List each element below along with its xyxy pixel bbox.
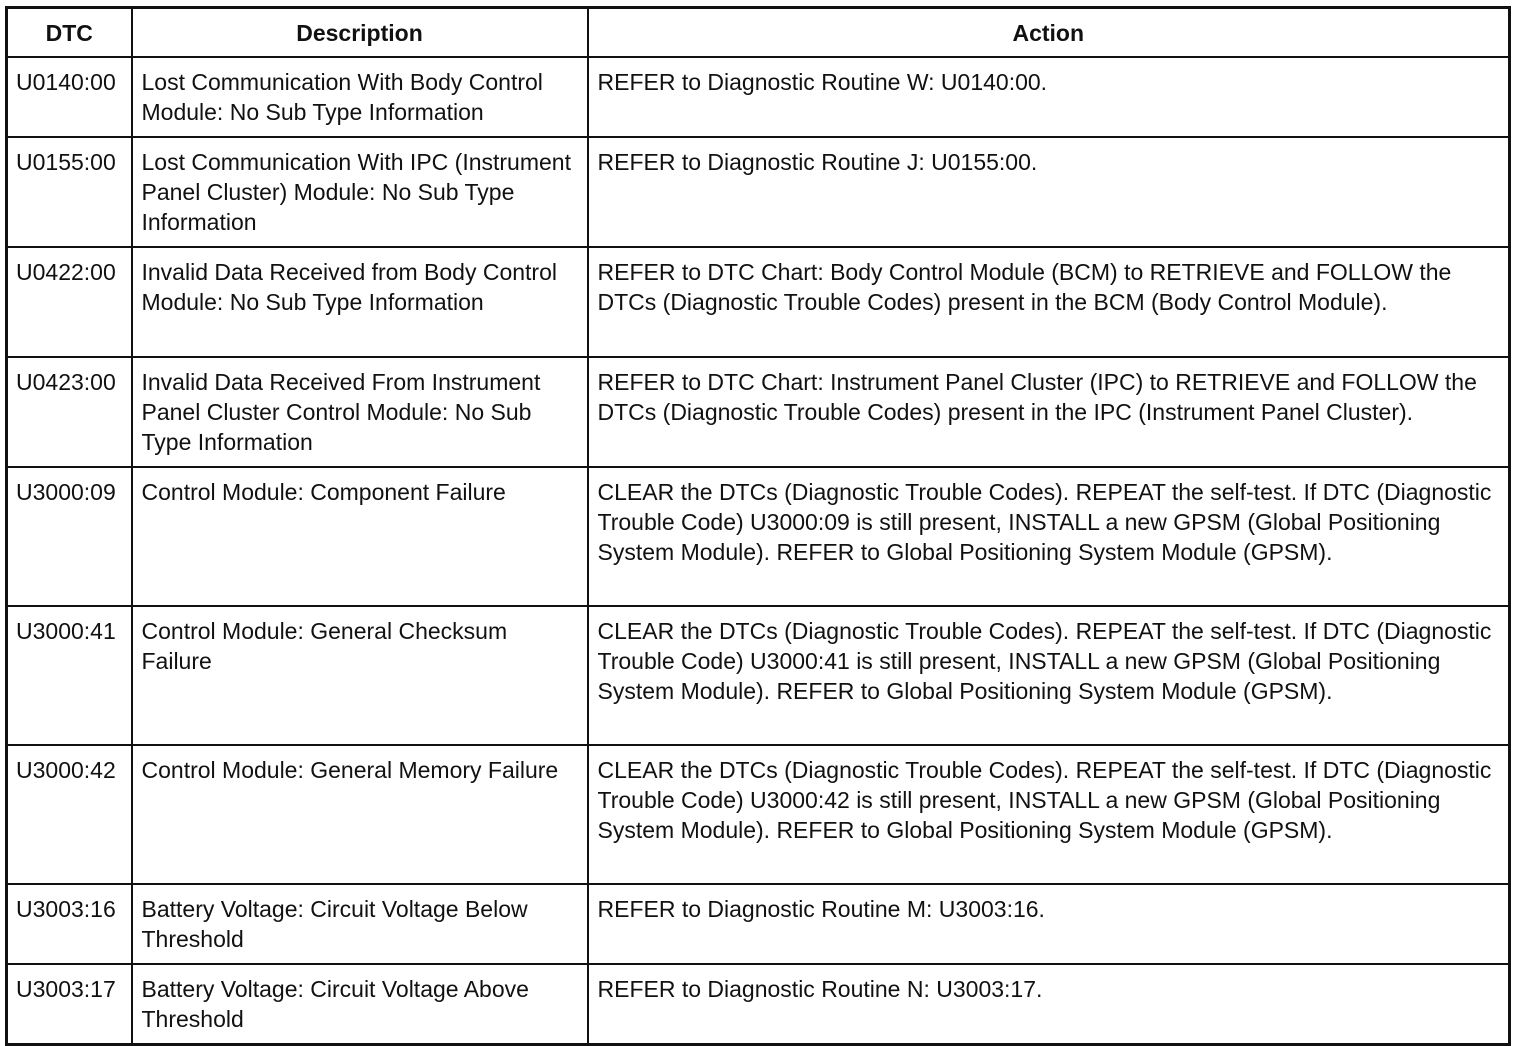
dtc-description: Battery Voltage: Circuit Voltage Above Threshold: [132, 964, 588, 1045]
dtc-code: U0423:00: [7, 357, 132, 467]
dtc-code: U0140:00: [7, 57, 132, 137]
dtc-action: CLEAR the DTCs (Diagnostic Trouble Codes). REPEAT the self-test. If DTC (Diagnostic Trouble Code) U3000:42 is still present, INSTALL a new GPSM (Global Positioning System Module). REFER to Global Positioning System Module (GPSM).: [588, 745, 1510, 884]
dtc-action: REFER to Diagnostic Routine N: U3003:17.: [588, 964, 1510, 1045]
header-row: [7, 8, 1510, 58]
dtc-action: CLEAR the DTCs (Diagnostic Trouble Codes). REPEAT the self-test. If DTC (Diagnostic Trouble Code) U3000:09 is still present, INSTALL a new GPSM (Global Positioning System Module). REFER to Global Positioning System Module (GPSM).: [588, 467, 1510, 606]
dtc-action: REFER to DTC Chart: Body Control Module (BCM) to RETRIEVE and FOLLOW the DTCs (Diagnostic Trouble Codes) present in the BCM (Body Control Module).: [588, 247, 1510, 357]
table-row: [7, 606, 1510, 745]
dtc-code: U0155:00: [7, 137, 132, 247]
dtc-action: REFER to Diagnostic Routine M: U3003:16.: [588, 884, 1510, 964]
dtc-description: Control Module: Component Failure: [132, 467, 588, 606]
dtc-code: U0422:00: [7, 247, 132, 357]
dtc-action: REFER to Diagnostic Routine W: U0140:00.: [588, 57, 1510, 137]
dtc-action: REFER to Diagnostic Routine J: U0155:00.: [588, 137, 1510, 247]
header-dtc: DTC: [7, 8, 132, 58]
dtc-code: U3000:09: [7, 467, 132, 606]
dtc-description: Control Module: General Memory Failure: [132, 745, 588, 884]
dtc-table: [5, 6, 1511, 1046]
table-row: [7, 884, 1510, 964]
dtc-code: U3000:41: [7, 606, 132, 745]
dtc-description: Control Module: General Checksum Failure: [132, 606, 588, 745]
dtc-description: Lost Communication With IPC (Instrument Panel Cluster) Module: No Sub Type Information: [132, 137, 588, 247]
table-row: [7, 745, 1510, 884]
table-row: [7, 357, 1510, 467]
table-row: [7, 467, 1510, 606]
dtc-description: Lost Communication With Body Control Module: No Sub Type Information: [132, 57, 588, 137]
dtc-code: U3003:17: [7, 964, 132, 1045]
header-action: Action: [588, 8, 1510, 58]
dtc-description: Invalid Data Received From Instrument Panel Cluster Control Module: No Sub Type Information: [132, 357, 588, 467]
table-row: [7, 57, 1510, 137]
table-row: [7, 137, 1510, 247]
dtc-action: CLEAR the DTCs (Diagnostic Trouble Codes). REPEAT the self-test. If DTC (Diagnostic Trouble Code) U3000:41 is still present, INSTALL a new GPSM (Global Positioning System Module). REFER to Global Positioning System Module (GPSM).: [588, 606, 1510, 745]
header-description: Description: [132, 8, 588, 58]
table-row: [7, 964, 1510, 1045]
dtc-description: Battery Voltage: Circuit Voltage Below Threshold: [132, 884, 588, 964]
dtc-code: U3000:42: [7, 745, 132, 884]
dtc-code: U3003:16: [7, 884, 132, 964]
table-row: [7, 247, 1510, 357]
dtc-action: REFER to DTC Chart: Instrument Panel Cluster (IPC) to RETRIEVE and FOLLOW the DTCs (Diagnostic Trouble Codes) present in the IPC (Instrument Panel Cluster).: [588, 357, 1510, 467]
dtc-description: Invalid Data Received from Body Control Module: No Sub Type Information: [132, 247, 588, 357]
